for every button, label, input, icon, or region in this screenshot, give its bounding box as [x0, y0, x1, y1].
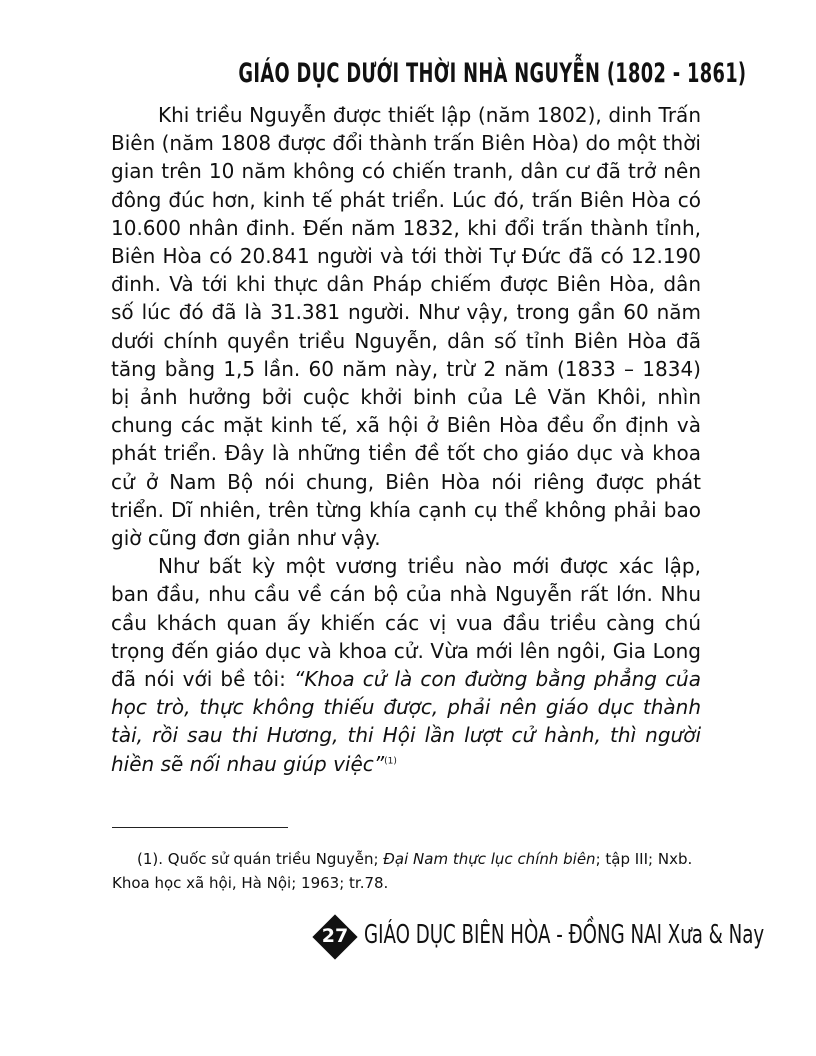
- page-footer: [312, 914, 765, 958]
- footnote-text-b: ; tập III; Nxb. Khoa học xã hội, Hà Nội; 1963; tr.78.: [112, 850, 693, 892]
- paragraph-2: [111, 552, 701, 778]
- footnote-divider: [112, 827, 288, 828]
- page-number: 27: [321, 925, 349, 947]
- paragraph-2-intro: Như bất kỳ một vương triều nào mới được xác lập, ban đầu, nhu cầu về cán bộ của nhà Nguyễn rất lớn. Nhu cầu khách quan ấy khiến các vị vua đầu triều càng chú trọng đến giáo dục và khoa cử. Vừa mới lên ngôi, Gia Long đã nói với bề tôi:: [111, 554, 701, 692]
- footnote: [112, 847, 702, 895]
- page-title: GIÁO DỤC DƯỚI THỜI NHÀ NGUYỄN (1802 - 1861): [238, 58, 747, 89]
- page-number-badge: [312, 914, 358, 960]
- footnote-number: (1).: [137, 850, 168, 868]
- footnote-book-title: Đại Nam thực lục chính biên: [383, 850, 596, 868]
- footnote-reference: (1): [384, 756, 397, 767]
- gia-long-quote: “Khoa cử là con đường bằng phẳng của học trò, thực không thiếu được, phải nên giáo dục thành tài, rồi sau thi Hương, thi Hội lần lượt cử hành, thì người hiền sẽ nối nhau giúp việc”: [111, 667, 701, 776]
- body-text: [111, 101, 701, 778]
- book-title: GIÁO DỤC BIÊN HÒA - ĐỒNG NAI Xưa & Nay: [364, 920, 765, 950]
- footnote-text-a: Quốc sử quán triều Nguyễn;: [167, 850, 384, 868]
- footnote-entry: [112, 847, 702, 895]
- paragraph-1: Khi triều Nguyễn được thiết lập (năm 1802), dinh Trấn Biên (năm 1808 được đổi thành trấn Biên Hòa) do một thời gian trên 10 năm không có chiến tranh, dân cư đã trở nên đông đúc hơn, kinh tế phát triển. Lúc đó, trấn Biên Hòa có 10.600 nhân đinh. Đến năm 1832, khi đổi trấn thành tỉnh, Biên Hòa có 20.841 người và tới thời Tự Đức đã có 12.190 đinh. Và tới khi thực dân Pháp chiếm được Biên Hòa, dân số lúc đó đã là 31.381 người. Như vậy, trong gần 60 năm dưới chính quyền triều Nguyễn, dân số tỉnh Biên Hòa đã tăng bằng 1,5 lần. 60 năm này, trừ 2 năm (1833 – 1834) bị ảnh hưởng bởi cuộc khởi binh của Lê Văn Khôi, nhìn chung các mặt kinh tế, xã hội ở Biên Hòa đều ổn định và phát triển. Đây là những tiền đề tốt cho giáo dục và khoa cử ở Nam Bộ nói chung, Biên Hòa nói riêng được phát triển. Dĩ nhiên, trên từng khía cạnh cụ thể không phải bao giờ cũng đơn giản như vậy.: [111, 103, 701, 551]
